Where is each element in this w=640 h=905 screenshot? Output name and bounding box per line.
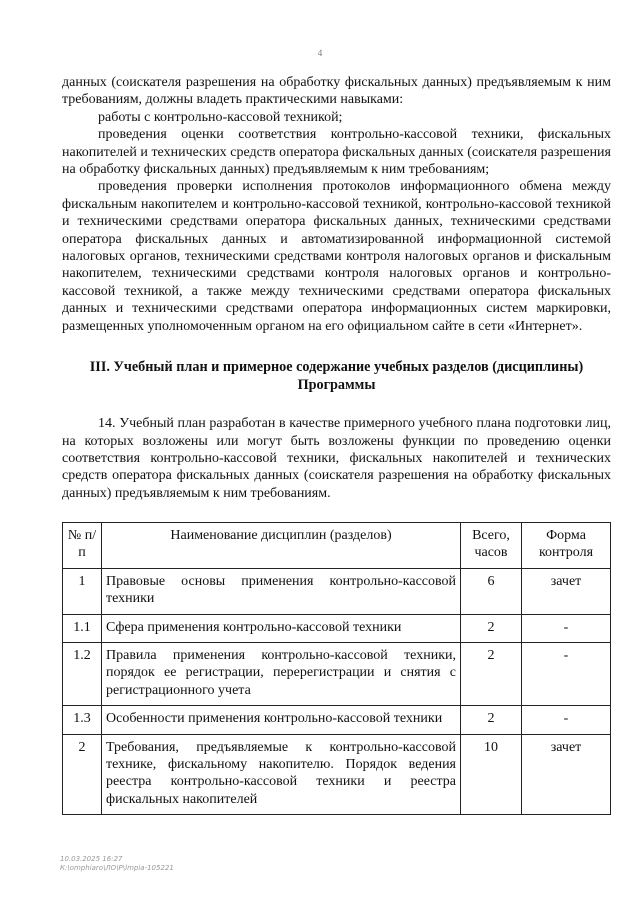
row-name: Сфера применения контрольно-кассовой техники (102, 614, 461, 642)
row-form: зачет (522, 734, 611, 815)
curriculum-table (62, 522, 611, 815)
paragraph-skill-1: работы с контрольно-кассовой техникой; (98, 109, 343, 125)
table-header-row (63, 523, 611, 569)
row-form: - (522, 643, 611, 706)
section-heading-line1: III. Учебный план и примерное содержание учебных разделов (дисциплины) (89, 359, 584, 376)
header-form: Форма контроля (522, 523, 611, 569)
row-name: Правовые основы применения контрольно-кассовой техники (102, 568, 461, 614)
row-hours: 2 (461, 706, 522, 734)
stamp-date: 10.03.2025 16:27 (60, 855, 123, 863)
document-stamp (60, 855, 174, 873)
row-form: - (522, 614, 611, 642)
page-number: 4 (317, 48, 323, 58)
row-num: 1.3 (63, 706, 102, 734)
row-hours: 2 (461, 614, 522, 642)
table-row (63, 614, 611, 642)
header-num: № п/п (63, 523, 102, 569)
row-name: Требования, предъявляемые к контрольно-кассовой технике, фискальному накопителю. Порядок ведения реестра контрольно-кассовой техники и реестра фискальных накопителей (102, 734, 461, 815)
header-name: Наименование дисциплин (разделов) (102, 523, 461, 569)
row-form: зачет (522, 568, 611, 614)
section-heading-line2: Программы (297, 377, 376, 394)
paragraph-continuation: данных (соискателя разрешения на обработку фискальных данных) предъявляемым к ним требованиям, должны владеть практическими навыками: (62, 75, 611, 108)
row-num: 1.1 (63, 614, 102, 642)
stamp-path: К:\omphiaro\ЛО\Р\lmpia-105221 (60, 864, 174, 872)
row-num: 2 (63, 734, 102, 815)
table-row (63, 734, 611, 815)
document-body (62, 74, 611, 502)
paragraph-14: 14. Учебный план разработан в качестве примерного учебного плана подготовки лиц, на которых возложены или могут быть возложены функции по проведению оценки соответствия контрольно-кассовой техники, фискальных накопителей и технических средств оператора фискальных данных (соискателя разрешения на обработку фискальных данных) предъявляемым к ним требованиям. (62, 416, 611, 501)
row-hours: 6 (461, 568, 522, 614)
row-form: - (522, 706, 611, 734)
row-hours: 2 (461, 643, 522, 706)
row-num: 1.2 (63, 643, 102, 706)
table-row (63, 706, 611, 734)
row-name: Особенности применения контрольно-кассовой техники (102, 706, 461, 734)
paragraph-skill-2: проведения оценки соответствия контрольно-кассовой техники, фискальных накопителей и технических средств оператора фискальных данных (соискателя разрешения на обработку фискальных данных) предъявляемым к ним требованиям; (62, 127, 611, 178)
row-name: Правила применения контрольно-кассовой техники, порядок ее регистрации, перерегистрации и снятия с регистрационного учета (102, 643, 461, 706)
row-num: 1 (63, 568, 102, 614)
table-row (63, 568, 611, 614)
section-heading (62, 358, 611, 394)
table-row (63, 643, 611, 706)
paragraph-skill-3: проведения проверки исполнения протоколов информационного обмена между фискальным накопителем и контрольно-кассовой техникой, контрольно-кассовой техникой и техническими средствами оператора фискальных данных, техническими средствами оператора фискальных данных и автоматизированной информационной системой налоговых органов, техническими средствами контроля налоговых органов и фискальным накопителем, техническими средствами контроля налоговых органов и контрольно-кассовой техникой, а также между техническими средствами оператора фискальных данных и техническими средствами оператора информационных систем маркировки, размещенных уполномоченным органом на его официальном сайте в сети «Интернет». (62, 179, 611, 334)
row-hours: 10 (461, 734, 522, 815)
header-hours: Всего, часов (461, 523, 522, 569)
